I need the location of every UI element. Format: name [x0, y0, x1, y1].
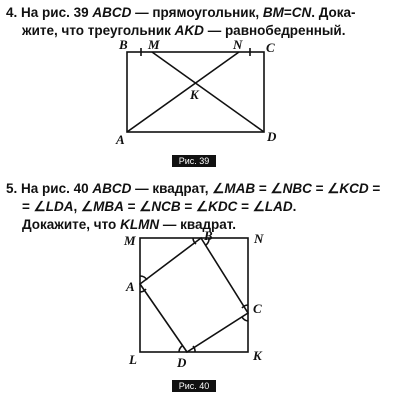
problem-5-text: = ∠ [241, 199, 265, 214]
problem-5-math: KCD [339, 181, 369, 196]
label-m: M [148, 37, 160, 52]
problem-4-math: CN [291, 5, 312, 20]
problem-5-text: = ∠ [258, 181, 283, 196]
problem-5-math: NBC [282, 181, 312, 196]
label-l: L [129, 352, 137, 367]
problem-5-text: = [372, 181, 381, 196]
angle-mark-mab [140, 276, 147, 280]
label-m: M [124, 233, 136, 248]
problem-4-text: . Дока- [311, 5, 356, 20]
segment-md [152, 52, 264, 132]
label-a: A [116, 132, 125, 147]
problem-5-text: На рис. 40 [21, 181, 89, 196]
problem-5-math: MBA [93, 199, 124, 214]
figure-39-caption: Рис. 39 [178, 156, 210, 166]
problem-5-text: = ∠ [127, 199, 152, 214]
problem-5-text: = ∠ [184, 199, 209, 214]
problem-4-text: жите, что треугольник [22, 23, 171, 38]
problem-5-text: — квадрат. [162, 217, 236, 232]
problem-4-math: ABCD [92, 5, 132, 20]
problem-5-number: 5. [6, 181, 18, 196]
segment-an [127, 52, 239, 132]
label-b: B [204, 228, 213, 243]
label-d: D [177, 355, 187, 370]
figure-39 [115, 37, 277, 167]
label-b: B [119, 37, 128, 52]
problem-5-math: ABCD [92, 181, 132, 196]
problem-5-math: KDC [208, 199, 238, 214]
label-d: D [267, 129, 277, 144]
problem-5-math: LDA [45, 199, 74, 214]
problem-4-number: 4. [6, 5, 18, 20]
figure-40 [123, 228, 264, 392]
problem-4-text: — равнобедренный. [207, 23, 346, 38]
problem-5-text: , ∠ [73, 199, 94, 214]
label-a: A [126, 279, 135, 294]
problem-5-text: Докажите, что [22, 217, 117, 232]
problem-5-text: = ∠ [22, 199, 46, 214]
problem-5-text: = ∠ [315, 181, 340, 196]
problem-5-math: MAB [224, 181, 256, 196]
problem-4-text: На рис. 39 [21, 5, 89, 20]
label-k: K [190, 87, 199, 102]
problem-4-math: BM [262, 5, 284, 20]
problem-5-math: LAD [264, 199, 293, 214]
problem-5-text: — квадрат, ∠ [135, 181, 225, 196]
problem-4-text: = [283, 5, 292, 20]
label-k: K [253, 348, 262, 363]
label-n: N [233, 37, 243, 52]
outer-square-mnkl [140, 238, 248, 352]
problem-4-text: — прямоугольник, [135, 5, 260, 20]
angle-mark-kcd [242, 317, 248, 321]
label-c: C [253, 301, 262, 316]
inner-square-abcd [140, 238, 248, 352]
problem-5-text: . [292, 199, 297, 214]
problem-5-math: NCB [151, 199, 181, 214]
problem-4-math: AKD [174, 23, 204, 38]
label-n: N [254, 231, 264, 246]
label-c: C [266, 40, 275, 55]
problem-5-math: KLMN [120, 217, 160, 232]
figure-40-caption: Рис. 40 [178, 381, 210, 391]
angle-mark-lad [179, 346, 182, 352]
